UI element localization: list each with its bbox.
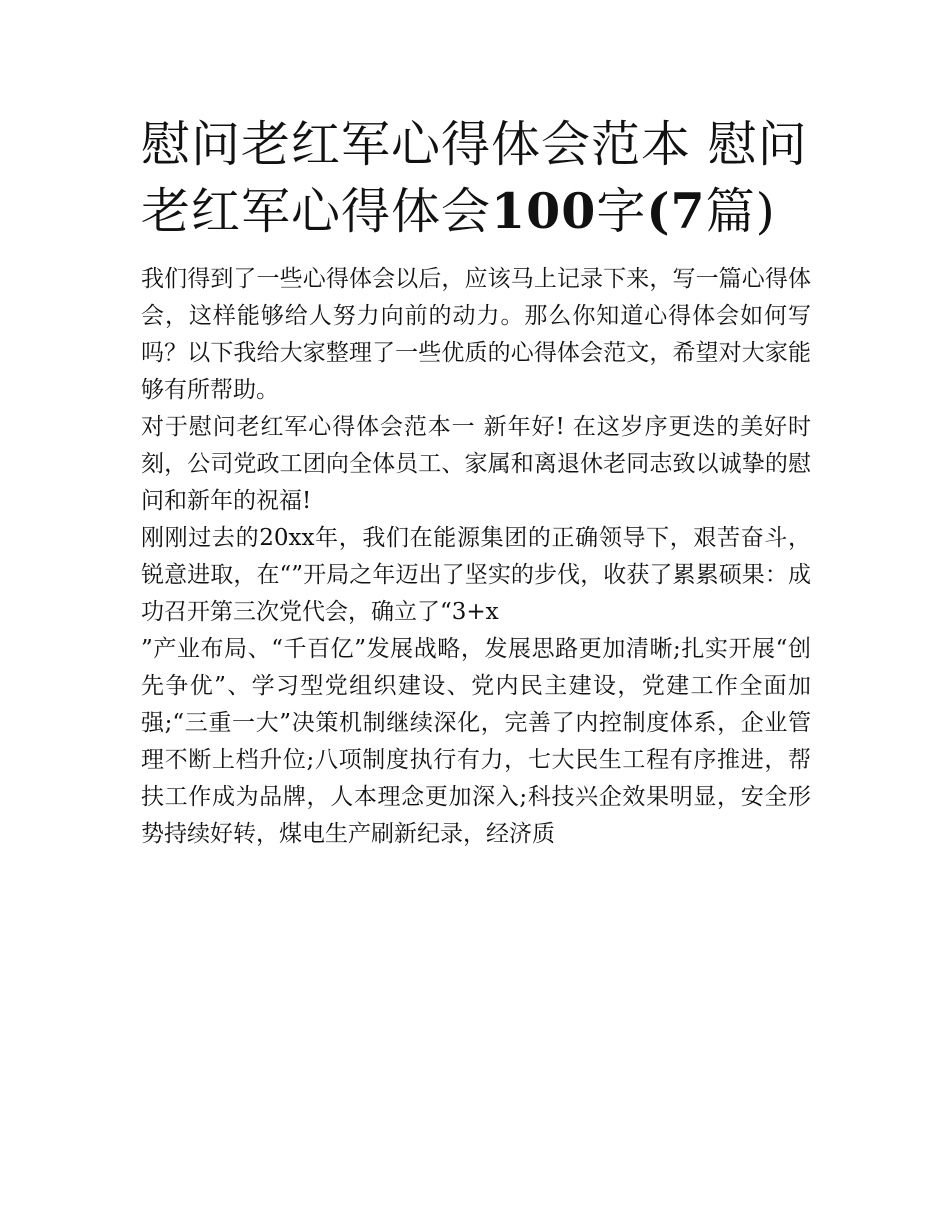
paragraph-review: 刚刚过去的20xx年，我们在能源集团的正确领导下，艰苦奋斗，锐意进取，在“”开局之年迈出了坚实的步伐，收获了累累硕果：成功召开第三次党代会，确立了“3+x [141,525,811,625]
title-count: (7 [646,182,706,240]
paragraph-intro: 我们得到了一些心得体会以后，应该马上记录下来，写一篇心得体会，这样能够给人努力向前的动力。那么你知道心得体会如何写吗？以下我给大家整理了一些优质的心得体会范文，希望对大家能够有所帮助。 [141,266,811,403]
document-page [141,112,811,853]
document-body [141,261,811,853]
title-number: 100 [491,182,597,240]
paragraph-greeting: 对于慰问老红军心得体会范本一 新年好! 在这岁序更迭的美好时刻，公司党政工团向全体员工、家属和离退休老同志致以诚挚的慰问和新年的祝福! [141,414,811,514]
document-title [141,112,811,245]
title-suffix: 篇) [705,183,776,240]
paragraph-achievements: ”产业布局、“千百亿”发展战略，发展思路更加清晰;扎实开展“创先争优”、学习型党组织建设、党内民主建设，党建工作全面加强;“三重一大”决策机制继续深化，完善了内控制度体系，企业管理不断上档升位;八项制度执行有力，七大民生工程有序推进，帮扶工作成为品牌，人本理念更加深入;科技兴企效果明显，安全形势持续好转，煤电生产刷新纪录，经济质 [141,636,811,847]
title-text: 慰问老红军心得体会范本 慰问老红军心得体会 [141,116,808,240]
title-unit: 字 [596,183,647,240]
